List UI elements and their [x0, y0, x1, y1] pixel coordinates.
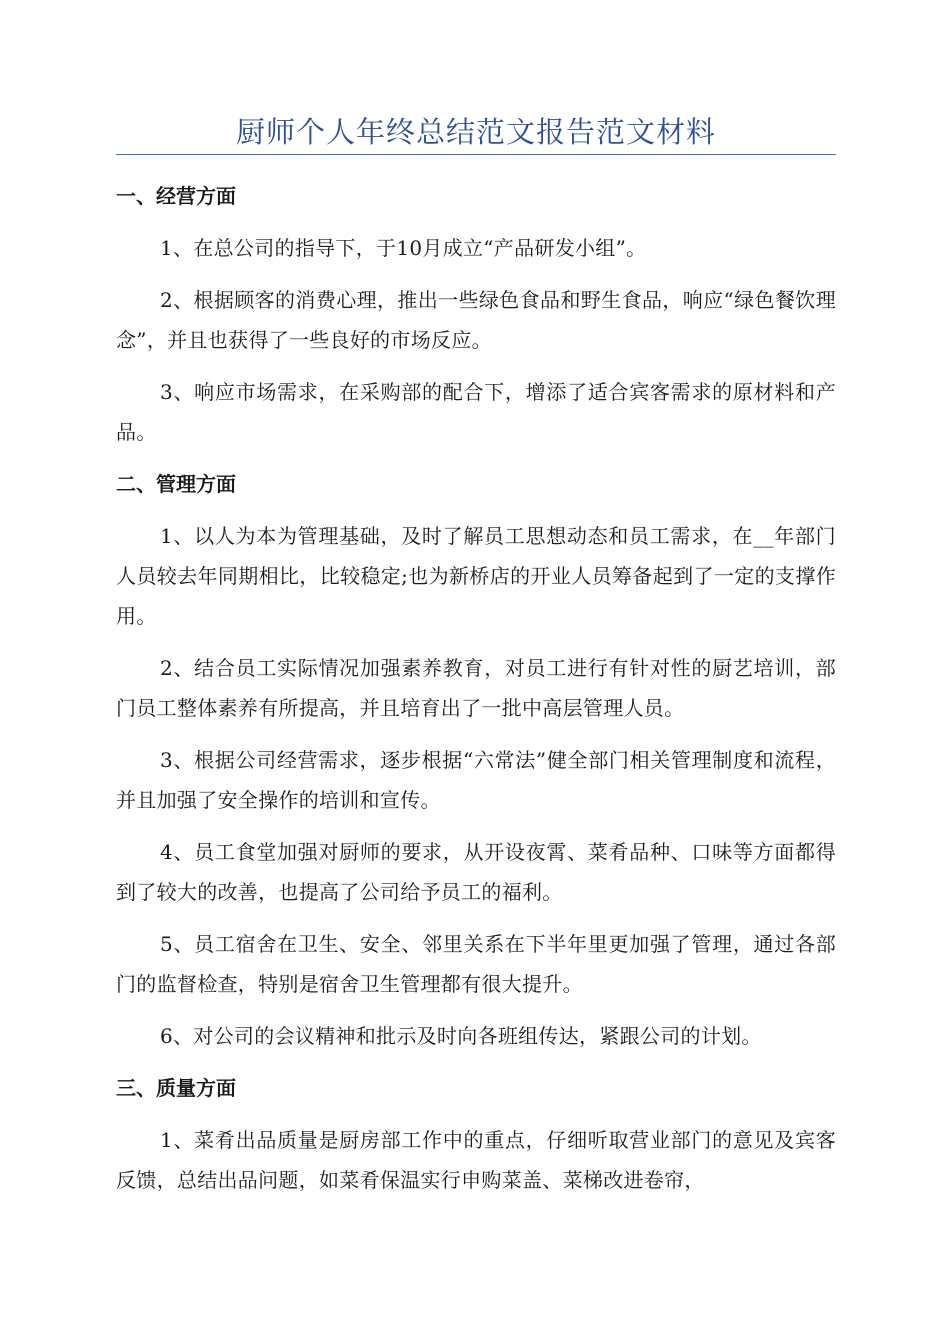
- paragraph: 1、在总公司的指导下，于10月成立“产品研发小组”。: [160, 236, 647, 260]
- paragraph: 5、员工宿舍在卫生、安全、邻里关系在下半年里更加强了管理，通过各部门的监督检查，特别是宿舍卫生管理都有很大提升。: [116, 932, 836, 996]
- paragraph: 3、响应市场需求，在采购部的配合下，增添了适合宾客需求的原材料和产品。: [116, 380, 836, 444]
- document-title: 厨师个人年终总结范文报告范文材料: [235, 115, 716, 149]
- paragraph: 3、根据公司经营需求，逐步根据“六常法”健全部门相关管理制度和流程，并且加强了安全操作的培训和宣传。: [116, 748, 836, 812]
- paragraph: 2、结合员工实际情况加强素养教育，对员工进行有针对性的厨艺培训，部门员工整体素养有所提高，并且培育出了一批中高层管理人员。: [116, 656, 836, 720]
- section-heading: 三、质量方面: [116, 1076, 236, 1100]
- section-quality: [116, 1068, 836, 1200]
- section-management: [116, 464, 836, 1056]
- paragraph: 1、菜肴出品质量是厨房部工作中的重点，仔细听取营业部门的意见及宾客反馈，总结出品问题，如菜肴保温实行申购菜盖、菜梯改进卷帘，: [116, 1128, 836, 1192]
- document-body: [116, 176, 836, 1212]
- section-operations: [116, 176, 836, 452]
- paragraph: 1、以人为本为管理基础，及时了解员工思想动态和员工需求，在__年部门人员较去年同期相比，比较稳定;也为新桥店的开业人员筹备起到了一定的支撑作用。: [116, 524, 836, 628]
- paragraph: 2、根据顾客的消费心理，推出一些绿色食品和野生食品，响应“绿色餐饮理念”，并且也获得了一些良好的市场反应。: [116, 288, 836, 352]
- paragraph: 4、员工食堂加强对厨师的要求，从开设夜霄、菜肴品种、口味等方面都得到了较大的改善，也提高了公司给予员工的福利。: [116, 840, 836, 904]
- section-heading: 二、管理方面: [116, 472, 236, 496]
- paragraph: 6、对公司的会议精神和批示及时向各班组传达，紧跟公司的计划。: [160, 1024, 762, 1048]
- section-heading: 一、经营方面: [116, 184, 236, 208]
- title-underline: [116, 154, 836, 155]
